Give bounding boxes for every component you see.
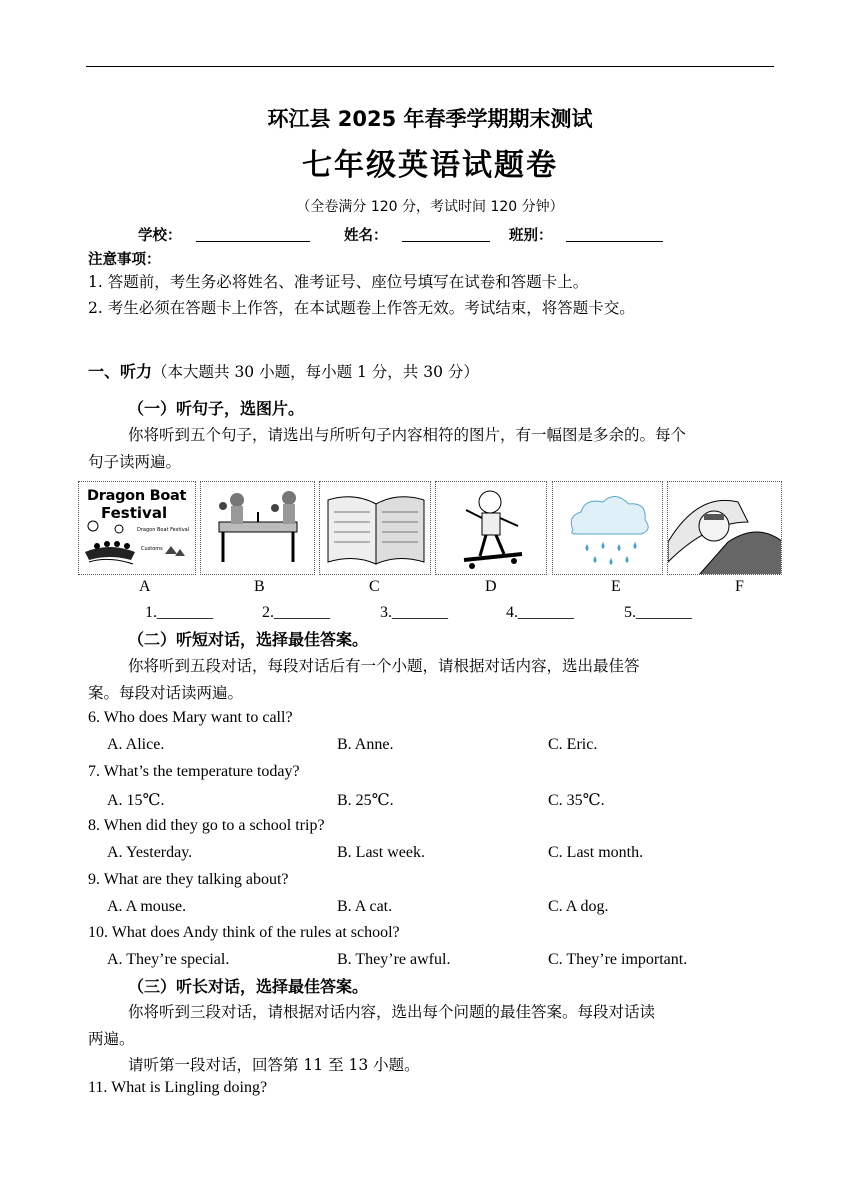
question-7: 7. What’s the temperature today? [88,763,300,780]
picture-label-d: D [485,578,497,595]
question-9: 9. What are they talking about? [88,871,289,888]
option-b[interactable]: B. A cat. [337,898,393,915]
section-heading [88,359,479,382]
option-b[interactable]: B. 25℃. [337,792,394,809]
picture-e [552,481,663,575]
poster-title-line1: Dragon Boat [87,488,187,504]
part2-instruction: 你将听到五段对话，每段对话后有一个小题，请根据对话内容，选出最佳答 [128,657,640,675]
poster-small-text: Dragon Boat Festival [137,527,190,533]
part1-instruction: 你将听到五个句子，请选出与所听句子内容相符的图片，有一幅图是多余的。每个 [128,426,687,444]
section-title: 一、听力 [88,362,153,381]
question-8: 8. When did they go to a school trip? [88,817,325,834]
class-field[interactable] [566,241,663,242]
option-a[interactable]: A. They’re special. [107,951,230,968]
option-a[interactable]: A. A mouse. [107,898,187,915]
note-item: 2. 考生必须在答题卡上作答，在本试题卷上作答无效。考试结束，将答题卡交。 [88,299,635,317]
paper-title: 七年级英语试题卷 [302,148,558,183]
picture-c [319,481,431,575]
picture-label-f: F [735,578,744,595]
picture-f [667,481,782,575]
school-label: 学校： [138,228,182,244]
poster-title-line2: Festival [101,504,168,522]
section-note: （本大题共 30 小题，每小题 1 分，共 30 分） [152,363,479,381]
notes-heading: 注意事项： [88,252,161,268]
exam-subtitle: （全卷满分 120 分，考试时间 120 分钟） [296,199,564,215]
table-tennis-icon [201,482,315,575]
class-label: 班别： [509,228,553,244]
question-11: 11. What is Lingling doing? [88,1079,268,1096]
exam-title: 环江县 2025 年春季学期期末测试 [267,107,593,131]
picture-label-a: A [139,578,151,595]
part1-title: （一）听句子，选图片。 [128,399,305,418]
poster-small-text-2: Customs [141,546,163,552]
answer-blank-5[interactable]: 5._______ [624,604,692,621]
part1-instruction: 句子读两遍。 [88,453,182,471]
option-b[interactable]: B. Anne. [337,736,394,753]
answer-blank-1[interactable]: 1._______ [145,604,213,621]
picture-a [78,481,196,575]
question-10: 10. What does Andy think of the rules at school? [88,924,400,941]
sick-person-icon [668,482,782,575]
picture-d [435,481,547,575]
option-c[interactable]: C. 35℃. [548,792,605,809]
option-c[interactable]: C. Eric. [548,736,598,753]
option-b[interactable]: B. Last week. [337,844,425,861]
answer-blank-3[interactable]: 3._______ [380,604,448,621]
rain-cloud-icon [553,482,663,575]
name-label: 姓名： [344,228,388,244]
option-b[interactable]: B. They’re awful. [337,951,451,968]
option-c[interactable]: C. Last month. [548,844,644,861]
part3-instruction: 两遍。 [88,1030,135,1048]
top-rule [86,66,774,67]
option-c[interactable]: C. They’re important. [548,951,688,968]
school-field[interactable] [196,241,310,242]
option-a[interactable]: A. 15℃. [107,792,165,809]
option-c[interactable]: C. A dog. [548,898,609,915]
option-a[interactable]: A. Alice. [107,736,165,753]
name-field[interactable] [402,241,490,242]
answer-blank-4[interactable]: 4._______ [506,604,574,621]
picture-label-b: B [254,578,265,595]
part2-title: （二）听短对话，选择最佳答案。 [128,630,369,649]
part3-instruction: 你将听到三段对话，请根据对话内容，选出每个问题的最佳答案。每段对话读 [128,1003,656,1021]
question-6: 6. Who does Mary want to call? [88,709,293,726]
picture-b [200,481,315,575]
note-item: 1. 答题前，考生务必将姓名、准考证号、座位号填写在试卷和答题卡上。 [88,273,589,291]
part2-instruction: 案。每段对话读两遍。 [88,684,244,702]
part3-title: （三）听长对话，选择最佳答案。 [128,977,369,996]
book-icon [320,482,431,575]
option-a[interactable]: A. Yesterday. [107,844,193,861]
answer-blank-2[interactable]: 2._______ [262,604,330,621]
part3-instruction: 请听第一段对话，回答第 11 至 13 小题。 [128,1056,420,1074]
dragon-boat-icon [79,482,196,575]
picture-label-c: C [369,578,380,595]
picture-label-e: E [611,578,621,595]
skateboard-icon [436,482,547,575]
